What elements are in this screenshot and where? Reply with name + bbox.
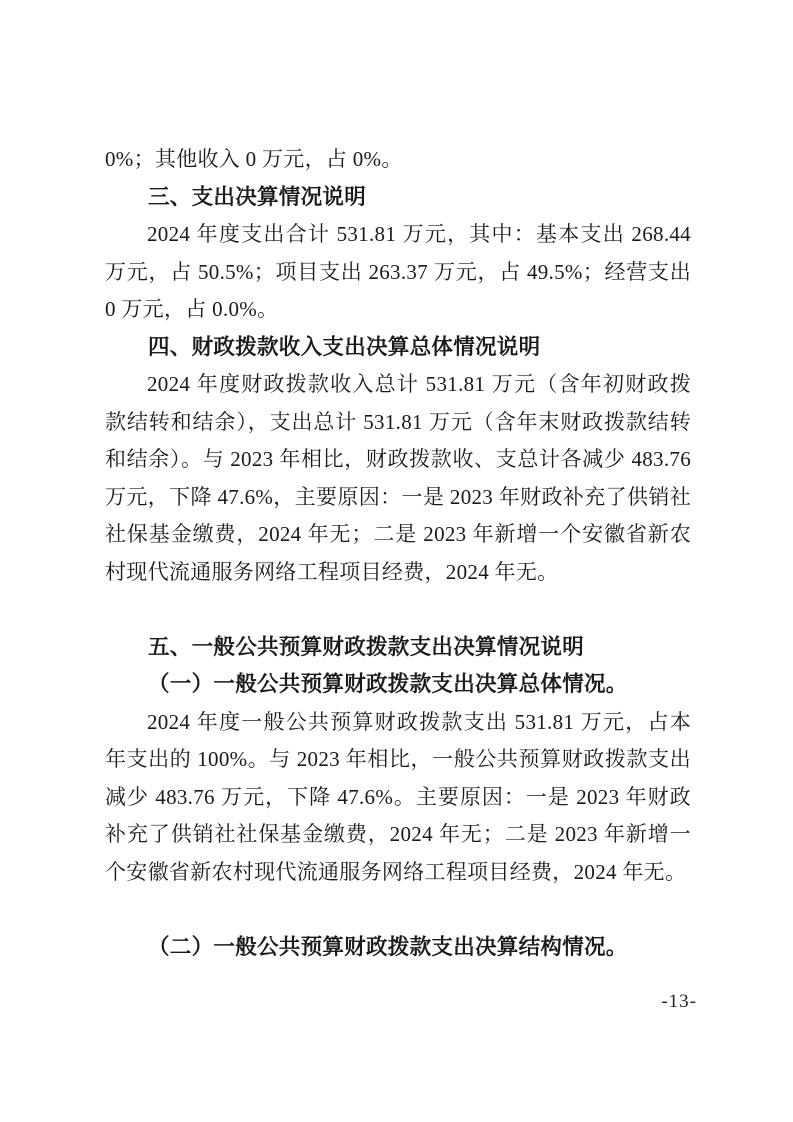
paragraph-other-income-continuation: 0%；其他收入 0 万元，占 0%。	[105, 147, 403, 171]
document-body	[105, 141, 691, 966]
section-heading-expenditure-accounts: 三、支出决算情况说明	[148, 184, 367, 209]
page-number: -13-	[661, 991, 697, 1012]
paragraph-expenditure-totals: 2024 年度支出合计 531.81 万元，其中：基本支出 268.44 万元，占 50.5%；项目支出 263.37 万元，占 49.5%；经营支出 0 万元，占 0.0%。	[105, 222, 691, 321]
section-heading-fiscal-appropriation-overview: 四、财政拨款收入支出决算总体情况说明	[148, 334, 541, 359]
paragraph-fiscal-appropriation-detail: 2024 年度财政拨款收入总计 531.81 万元（含年初财政拨款结转和结余），支出总计 531.81 万元（含年末财政拨款结转和结余）。与 2023 年相比，财政拨款收、支总计各减少 483.76 万元，下降 47.6%，主要原因：一是 2023 年财政补充了供销社社保基金缴费，2024 年无；二是 2023 年新增一个安徽省新农村现代流通服务网络工程项目经费，2024 年无。	[105, 372, 691, 584]
paragraph-general-budget-detail: 2024 年度一般公共预算财政拨款支出 531.81 万元，占本年支出的 100%。与 2023 年相比，一般公共预算财政拨款支出减少 483.76 万元，下降 47.6%。主要原因：一是 2023 年财政补充了供销社社保基金缴费，2024 年无；二是 2023 年新增一个安徽省新农村现代流通服务网络工程项目经费，2024 年无。	[105, 709, 691, 884]
subheading-general-budget-overall: （一）一般公共预算财政拨款支出决算总体情况。	[148, 672, 628, 696]
section-heading-general-public-budget: 五、一般公共预算财政拨款支出决算情况说明	[148, 634, 585, 659]
subheading-general-budget-structure: （二）一般公共预算财政拨款支出决算结构情况。	[148, 934, 628, 959]
